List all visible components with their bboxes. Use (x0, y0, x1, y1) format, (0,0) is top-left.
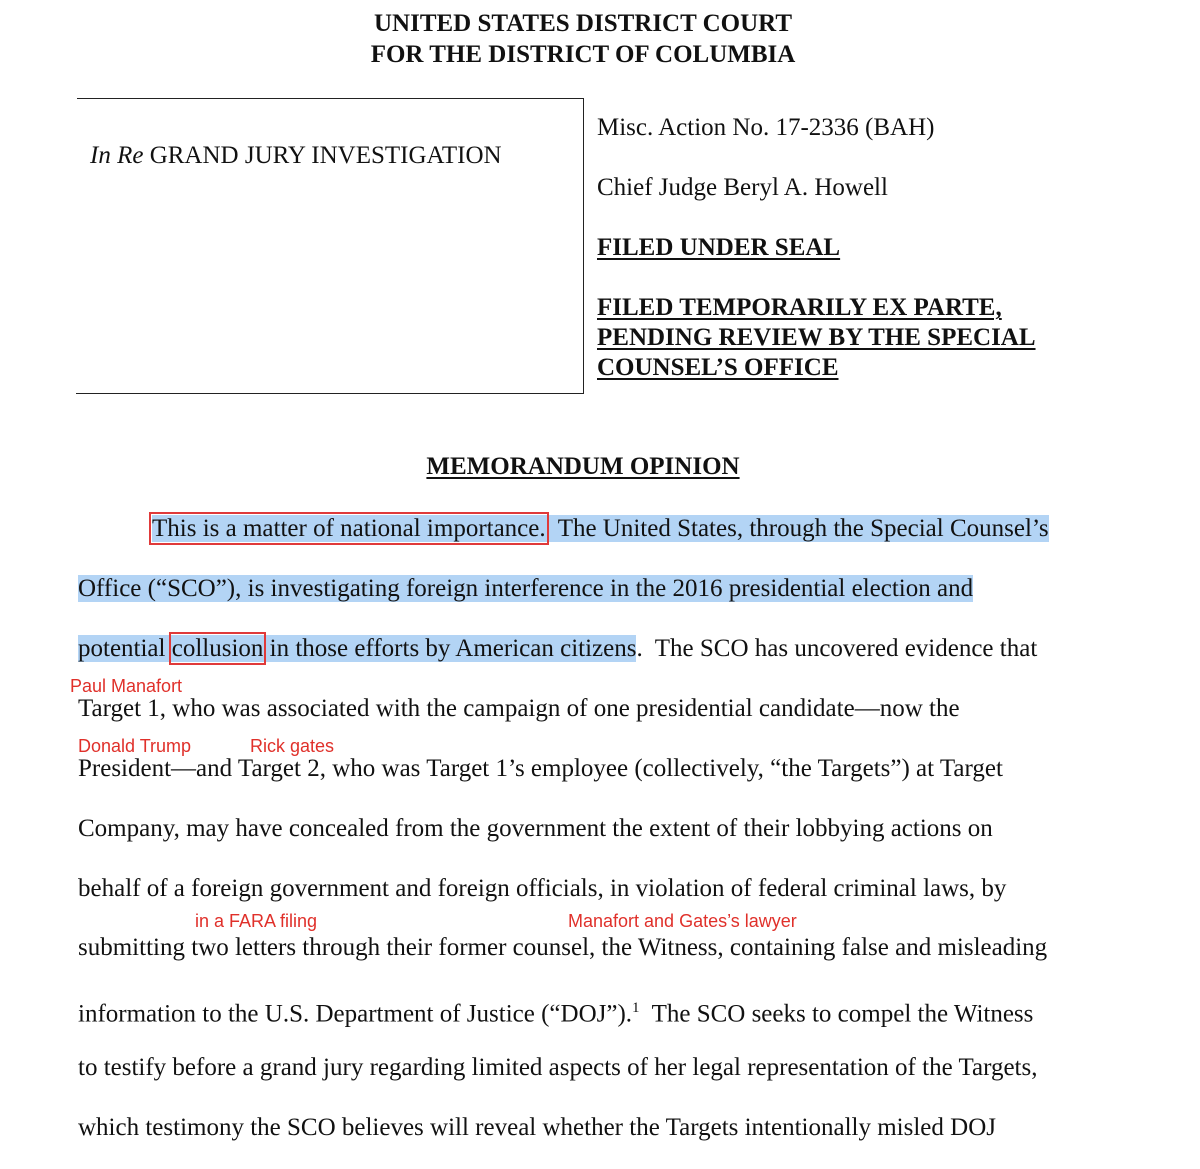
body-line-7: behalf of a foreign government and foreign officials, in violation of federal criminal laws, by (78, 875, 1007, 902)
boxed-word-collusion: collusion (171, 635, 264, 662)
highlighted-text: Office (“SCO”), is investigating foreign interference in the 2016 presidential election and (78, 575, 974, 602)
annotation-witness: Manafort and Gates’s lawyer (568, 911, 797, 931)
annotation-target1: Paul Manafort (70, 676, 183, 696)
body-line-2 (78, 574, 973, 604)
sealed-notice: FILED UNDER SEAL (597, 234, 841, 261)
ex-parte-line-3: COUNSEL’S OFFICE (597, 354, 839, 381)
highlighted-text: potential (78, 635, 172, 662)
footnote-marker: 1 (632, 1000, 640, 1016)
body-line-4: Target 1, who was associated with the campaign of one presidential candidate—now the (78, 695, 960, 722)
boxed-phrase-national-importance: This is a matter of national importance. (152, 515, 546, 542)
highlighted-text: The United States, through the Special Counsel’s (545, 515, 1049, 542)
in-re-label: In Re (90, 142, 144, 169)
ex-parte-line-1: FILED TEMPORARILY EX PARTE, (597, 294, 1002, 321)
plain-text: The SCO seeks to compel the Witness (639, 1000, 1034, 1028)
caption-border-top (77, 98, 583, 99)
plain-text: . The SCO has uncovered evidence that (636, 635, 1038, 662)
caption-border-right (583, 98, 584, 393)
body-line-1 (152, 514, 1049, 544)
body-line-8: submitting two letters through their former counsel, the Witness, containing false and misleading (78, 934, 1048, 961)
body-line-10: to testify before a grand jury regarding limited aspects of her legal representation of the Targets, (78, 1054, 1038, 1081)
case-caption (90, 142, 502, 170)
highlighted-text: in those efforts by American citizens (263, 635, 637, 662)
annotation-letters: in a FARA filing (195, 911, 318, 931)
body-line-9 (78, 993, 1033, 1029)
court-header (0, 8, 1166, 70)
court-district: FOR THE DISTRICT OF COLUMBIA (370, 41, 796, 68)
case-matter: GRAND JURY INVESTIGATION (149, 142, 502, 169)
body-line-5: President—and Target 2, who was Target 1’s employee (collectively, “the Targets”) at Target (78, 755, 1003, 782)
judge-name: Chief Judge Beryl A. Howell (597, 174, 888, 201)
annotation-president: Donald Trump (78, 736, 192, 756)
court-name: UNITED STATES DISTRICT COURT (374, 10, 792, 37)
body-line-11: which testimony the SCO believes will reveal whether the Targets intentionally misled DOJ (78, 1114, 996, 1141)
caption-border-bottom (76, 393, 584, 394)
memorandum-title: MEMORANDUM OPINION (426, 453, 740, 480)
plain-text: information to the U.S. Department of Justice (“DOJ”). (78, 1000, 633, 1028)
ex-parte-line-2: PENDING REVIEW BY THE SPECIAL (597, 324, 1036, 351)
body-line-3 (78, 634, 1037, 664)
annotation-target2: Rick gates (250, 736, 335, 756)
body-line-6: Company, may have concealed from the government the extent of their lobbying actions on (78, 815, 993, 842)
action-number: Misc. Action No. 17-2336 (BAH) (597, 114, 935, 141)
